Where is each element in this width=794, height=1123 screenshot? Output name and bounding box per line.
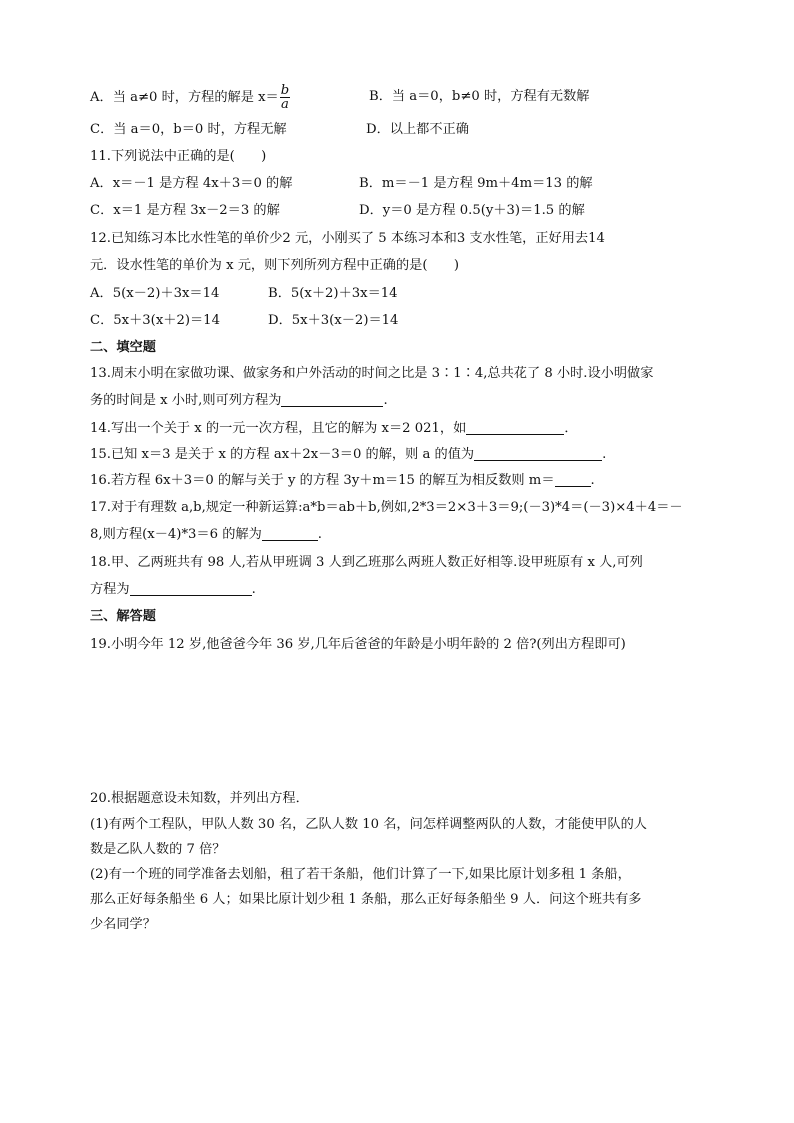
q16-end: . bbox=[590, 473, 595, 488]
q14-text: 14.写出一个关于 x 的一元一次方程，且它的解为 x＝2 021，如 bbox=[90, 421, 467, 436]
fraction-denominator: a bbox=[281, 97, 289, 112]
q15-text: 15.已知 x＝3 是关于 x 的方程 ax＋2x－3＝0 的解，则 a 的值为 bbox=[90, 447, 475, 462]
q14 bbox=[90, 420, 578, 438]
q13-line2-text: 务的时间是 x 小时,则可列方程为 bbox=[90, 393, 282, 408]
q16-answer-blank[interactable] bbox=[555, 472, 591, 487]
q10-option-c: C．当 a＝0，b＝0 时，方程无解 bbox=[90, 122, 287, 137]
section-title-solve: 三、解答题 bbox=[90, 609, 156, 624]
q12-option-b: B．5(x＋2)＋3x＝14 bbox=[268, 286, 398, 301]
fraction-numerator: b bbox=[280, 83, 290, 98]
q16 bbox=[90, 472, 595, 490]
q19: 19.小明今年 12 岁,他爸爸今年 36 岁,几年后爸爸的年龄是小明年龄的 2 倍?(列出方程即可) bbox=[90, 637, 626, 652]
q11-option-a: A．x＝－1 是方程 4x＋3＝0 的解 bbox=[90, 176, 293, 191]
q13-line2-end: . bbox=[383, 393, 388, 408]
q11-option-d: D．y＝0 是方程 0.5(y＋3)＝1.5 的解 bbox=[359, 203, 585, 218]
q17-line2-end: . bbox=[317, 527, 322, 542]
q14-answer-blank[interactable] bbox=[466, 420, 564, 435]
q17-line1: 17.对于有理数 a,b,规定一种新运算:a*b＝ab＋b,例如,2*3＝2×3＋3＝9;(－3)*4＝(－3)×4＋4＝－ bbox=[90, 500, 683, 515]
q14-end: ． bbox=[564, 421, 578, 436]
q20-part2-line1: (2)有一个班的同学准备去划船，租了若干条船，他们计算了一下,如果比原计划多租 1 条船， bbox=[90, 867, 631, 882]
q12-option-c: C．5x＋3(x＋2)＝14 bbox=[90, 313, 220, 328]
q18-line2-end: . bbox=[251, 582, 256, 597]
q20-part2-line2: 那么正好每条船坐 6 人；如果比原计划少租 1 条船，那么正好每条船坐 9 人．问这个班共有多 bbox=[90, 892, 642, 907]
q11-stem: 11.下列说法中正确的是( ) bbox=[90, 149, 267, 164]
q10-option-b: B．当 a＝0，b≠0 时，方程有无数解 bbox=[369, 89, 590, 104]
q18-line1: 18.甲、乙两班共有 98 人,若从甲班调 3 人到乙班那么两班人数正好相等.设甲班原有 x 人,可列 bbox=[90, 555, 643, 570]
q15-answer-blank[interactable] bbox=[474, 446, 602, 461]
q17-answer-blank[interactable] bbox=[262, 526, 318, 541]
q18-line2-text: 方程为 bbox=[90, 582, 130, 597]
q20-part1-line2: 数是乙队人数的 7 倍？ bbox=[90, 842, 226, 857]
q12-stem-line1: 12.已知练习本比水性笔的单价少2 元，小刚买了 5 本练习本和3 支水性笔，正好用去14 bbox=[90, 231, 605, 246]
q20-part1-line1: (1)有两个工程队，甲队人数 30 名，乙队人数 10 名，问怎样调整两队的人数，才能使甲队的人 bbox=[90, 817, 647, 832]
q11-option-b: B．m＝－1 是方程 9m＋4m＝13 的解 bbox=[359, 176, 593, 191]
section-title-fill-in: 二、填空题 bbox=[90, 340, 156, 355]
q13-answer-blank[interactable] bbox=[281, 392, 383, 407]
q20-part2-line3: 少名同学？ bbox=[90, 917, 156, 932]
q13-line1: 13.周末小明在家做功课、做家务和户外活动的时间之比是 3∶1∶4,总共花了 8 小时.设小明做家 bbox=[90, 366, 654, 381]
q17-line2-text: 8,则方程(x－4)*3＝6 的解为 bbox=[90, 527, 262, 542]
q18-line2 bbox=[90, 581, 256, 599]
q12-option-a: A．5(x－2)＋3x＝14 bbox=[90, 286, 220, 301]
q17-line2 bbox=[90, 526, 322, 544]
q10-option-a-text: A．当 a≠0 时，方程的解是 x＝ bbox=[90, 90, 279, 105]
q12-stem-line2: 元．设水性笔的单价为 x 元，则下列所列方程中正确的是( ) bbox=[90, 258, 459, 273]
q13-line2 bbox=[90, 392, 388, 410]
q15 bbox=[90, 446, 606, 464]
q18-answer-blank[interactable] bbox=[130, 581, 252, 596]
q16-text: 16.若方程 6x＋3＝0 的解与关于 y 的方程 3y＋m＝15 的解互为相反数则 m＝ bbox=[90, 473, 555, 488]
q11-option-c: C．x＝1 是方程 3x－2＝3 的解 bbox=[90, 203, 280, 218]
q10-option-a bbox=[90, 84, 290, 111]
q10-option-d: D．以上都不正确 bbox=[366, 122, 469, 137]
fraction-b-over-a bbox=[280, 84, 290, 111]
q20-stem: 20.根据题意设未知数，并列出方程． bbox=[90, 791, 309, 806]
q12-option-d: D．5x＋3(x－2)＝14 bbox=[268, 313, 399, 328]
q15-end: . bbox=[602, 447, 607, 462]
